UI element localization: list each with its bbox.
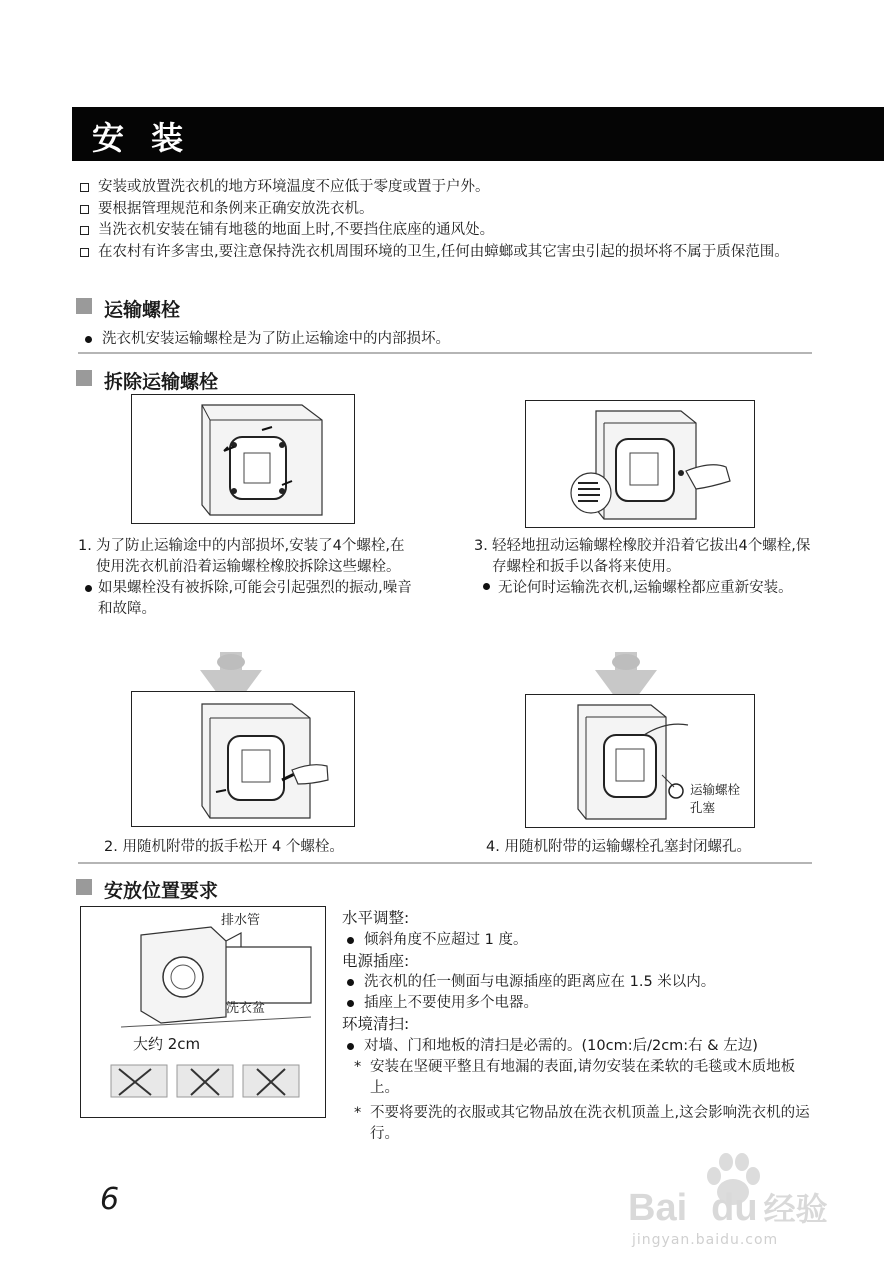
star-item: * 安装在坚硬平整且有地漏的表面,请勿安装在柔软的毛毯或木质地板上。 [354,1058,796,1096]
watermark-url: jingyan.baidu.com [632,1232,779,1248]
square-bullet-icon [80,248,89,257]
section-heading-remove: 拆除运输螺栓 [76,367,376,391]
level-item: 倾斜角度不应超过 1 度。 [342,930,822,951]
asterisk-icon: * [354,1104,362,1121]
placement-illustration [81,907,325,1117]
step1-note: 如果螺栓没有被拆除,可能会引起强烈的振动,噪音和故障。 [78,578,418,620]
page-title: 安 装 [92,119,192,157]
square-bullet-icon [80,226,89,235]
divider [78,352,812,354]
intro-item: 当洗衣机安装在铺有地毯的地面上时,不要挡住底座的通风处。 [78,220,838,242]
power-item: 洗衣机的任一侧面与电源插座的距离应在 1.5 米以内。 [342,972,822,993]
step4-caption: 4. 用随机附带的运输螺栓孔塞封闭螺孔。 [486,839,751,855]
baidu-watermark [628,1150,858,1260]
env-title: 环境清扫: [342,1015,410,1033]
section-heading-placement: 安放位置要求 [76,876,376,900]
placement-text [342,908,822,1145]
square-bullet-icon [80,183,89,192]
level-title: 水平调整: [342,909,410,927]
no-tilt-icon-1 [111,1065,167,1097]
drain-pipe-label: 排水管 [221,913,261,928]
section-square-icon [76,370,92,386]
transport-bullet: 洗衣机安装运输螺栓是为了防止运输途中的内部损坏。 [80,329,802,350]
figure-step4 [525,694,755,828]
washer-pull-bolts-illustration [526,401,754,527]
asterisk-icon: * [354,1058,362,1075]
no-tilt-icon-2 [177,1065,233,1097]
section-heading-transport: 运输螺栓 [76,295,376,319]
watermark-brand: Bai du 经验 [628,1187,828,1229]
step1-text: 1. 为了防止运输途中的内部损坏,安装了4个螺栓,在使用洗衣机前沿着运输螺栓橡胶拆除这些螺栓。 [78,538,405,575]
washer-wrench-illustration [132,692,354,826]
intro-list [78,177,838,263]
bullet-dot-icon [85,585,92,592]
figure-step3 [525,400,755,528]
page-number: 6 [100,1182,120,1217]
title-bar [72,107,884,161]
section-square-icon [76,298,92,314]
bullet-dot-icon [347,1000,354,1007]
env-item: 对墙、门和地板的清扫是必需的。(10cm:后/2cm:右 & 左边) [342,1036,822,1057]
step2-caption: 2. 用随机附带的扳手松开 4 个螺栓。 [104,839,344,855]
section-square-icon [76,879,92,895]
intro-item: 在农村有许多害虫,要注意保持洗衣机周围环境的卫生,任何由蟑螂或其它害虫引起的损坏将不属于质保范围。 [78,242,828,264]
bullet-dot-icon [347,937,354,944]
star-item: * 不要将要洗的衣服或其它物品放在洗衣机顶盖上,这会影响洗衣机的运行。 [354,1104,810,1142]
power-title: 电源插座: [342,951,410,970]
step3-text: 3. 轻轻地扭动运输螺栓橡胶并沿着它拔出4个螺栓,保存螺栓和扳手以备将来使用。 [474,538,811,575]
intro-item: 要根据管理规范和条例来正确安放洗衣机。 [78,199,838,221]
bullet-dot-icon [483,583,490,590]
figure-placement [80,906,326,1118]
bullet-dot-icon [347,979,354,986]
bullet-dot-icon [85,336,92,343]
bullet-dot-icon [347,1043,354,1050]
no-tilt-icon-3 [243,1065,299,1097]
sink-label: 洗衣盆 [226,1001,266,1016]
step1-caption [78,536,418,620]
plug-label: 运输螺栓 孔塞 [690,782,741,815]
step3-caption [474,536,814,599]
divider [78,862,812,864]
gap-label: 大约 2cm [133,1035,201,1053]
power-item: 插座上不要使用多个电器。 [342,993,822,1014]
washer-back-bolts-illustration [132,395,354,523]
intro-item: 安装或放置洗衣机的地方环境温度不应低于零度或置于户外。 [78,177,838,199]
figure-step1 [131,394,355,524]
step3-note: 无论何时运输洗衣机,运输螺栓都应重新安装。 [474,578,814,599]
figure-step2 [131,691,355,827]
square-bullet-icon [80,205,89,214]
